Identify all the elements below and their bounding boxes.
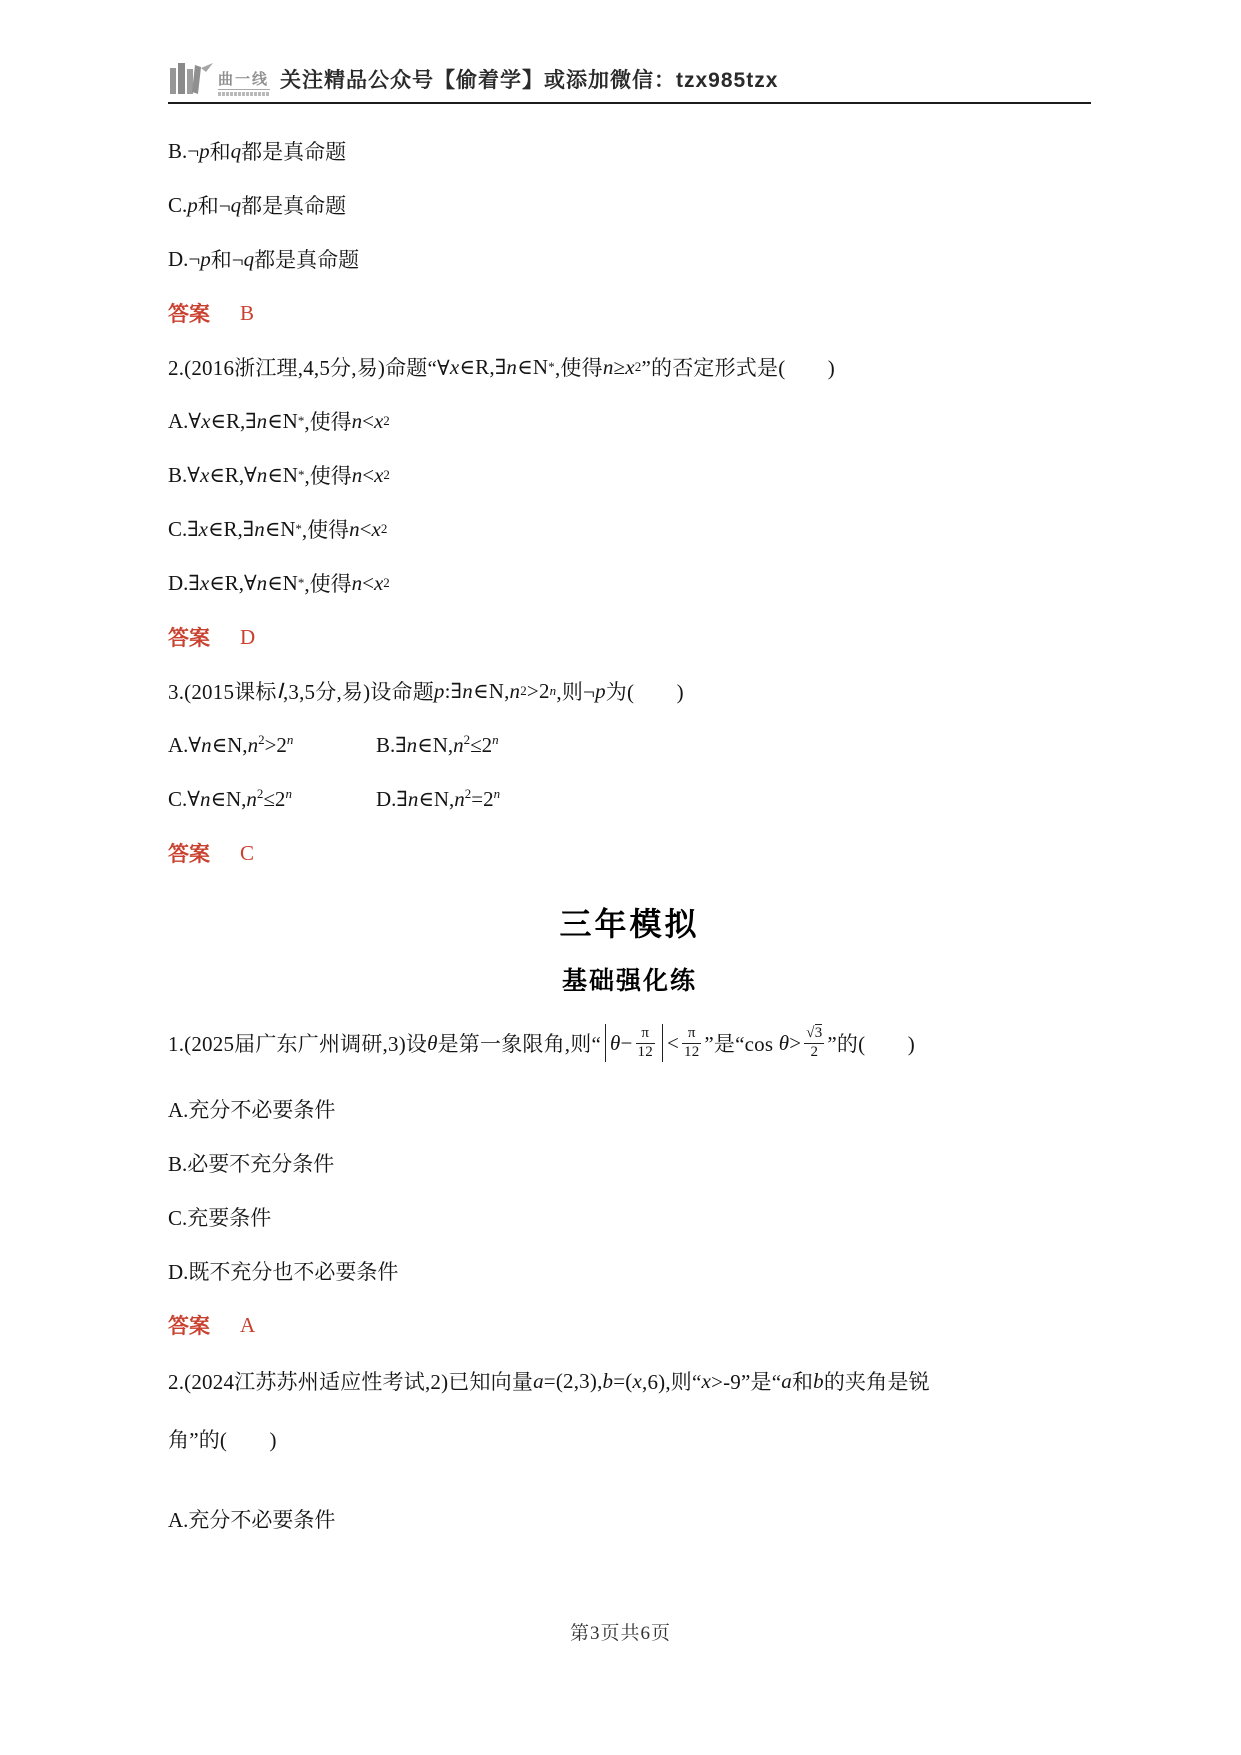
- section-subtitle: 基础强化练: [561, 967, 697, 995]
- sim-q1-option-d: D.既不充分也不必要条件: [168, 1260, 399, 1284]
- brand-name: 曲一线: [218, 71, 270, 88]
- answer-label: 答案: [168, 1314, 210, 1338]
- q2015-answer-row: [168, 826, 1091, 880]
- answer-letter: B: [240, 300, 255, 325]
- q2016-option-b: B.∀ x ∈R,∀ n ∈N * ,使得 n < x 2: [168, 462, 390, 488]
- q2016-stem: 2.(2016浙江理,4,5分,易)命题“∀ x ∈R,∃ n ∈N * ,使得 n ≥ x 2 ”的否定形式是( ): [168, 354, 835, 380]
- page-header: [168, 0, 1091, 104]
- sim-q1-option-a: A.充分不必要条件: [168, 1098, 336, 1122]
- q2015-option-c: $C.\forall n\in N,n^2\le 2^n$: [168, 785, 292, 811]
- prev-question-option-b: B.¬ p 和 q 都是真命题: [168, 138, 347, 164]
- q2015-option-b: $B.\exists n\in N,n^2\le 2^n$: [376, 731, 499, 757]
- q2016-option-a: A.∀ x ∈R,∃ n ∈N * ,使得 n < x 2: [168, 408, 390, 434]
- header-notice-text: 关注精品公众号【偷着学】或添加微信：tzx985tzx: [280, 69, 779, 92]
- brand-tagline-bar: [218, 92, 270, 96]
- q2015-option-d: $D.\exists n\in N,n^2=2^n$: [376, 785, 501, 811]
- answer-letter: A: [240, 1312, 256, 1337]
- answer-letter: C: [240, 840, 255, 865]
- sim-q2-stem-line1: 2.(2024江苏苏州适应性考试,2)已知向量 a =(2,3), b =( x ,6),则“ x >-9”是“ a 和 b 的夹角是锐: [168, 1368, 930, 1394]
- q2015-stem: 3.(2015课标 Ⅰ ,3,5分,易)设命题 p :∃ n ∈N, n 2 >2 n ,则¬ p 为( ): [168, 678, 684, 704]
- sim-q2-option-a: A.充分不必要条件: [168, 1508, 336, 1532]
- sim-q2-stem-line2: 角”的( ): [168, 1428, 277, 1452]
- answer-label: 答案: [168, 626, 210, 650]
- sim-q1-option-b: B.必要不充分条件: [168, 1152, 335, 1176]
- section-title: 三年模拟: [559, 906, 700, 942]
- sim-q1-stem: 1.(2025届广东广州调研,3)设 θ 是第一象限角,则“ θ − $\frac{\pi}{12}$ < $\frac{\pi}{12}$ ”是“cos θ > $\frac{√3}{2}$ ”的( ): [168, 1004, 1091, 1082]
- q2016-answer-row: [168, 610, 1091, 664]
- answer-letter: D: [240, 624, 256, 649]
- document-body: [168, 104, 1091, 1546]
- prev-question-answer-row: [168, 286, 1091, 340]
- q2015-option-row-cd: [168, 772, 1091, 826]
- answer-label: 答案: [168, 842, 210, 866]
- q2016-option-c: C.∃ x ∈R,∃ n ∈N * ,使得 n < x 2: [168, 516, 388, 542]
- q2015-option-row-ab: [168, 718, 1091, 772]
- page-number: 第3页共6页: [569, 1623, 671, 1644]
- q2016-option-d: D.∃ x ∈R,∀ n ∈N * ,使得 n < x 2: [168, 570, 390, 596]
- prev-question-option-c: C. p 和¬ q 都是真命题: [168, 192, 347, 218]
- sim-q1-answer-row: [168, 1298, 1091, 1352]
- answer-label: 答案: [168, 302, 210, 326]
- brand-logo: [168, 58, 270, 96]
- prev-question-option-d: D.¬ p 和¬ q 都是真命题: [168, 246, 360, 272]
- sim-q1-option-c: C.充要条件: [168, 1206, 272, 1230]
- q2015-option-a: $A.\forall n\in N,n^2>2^n$: [168, 731, 294, 757]
- books-logo-icon: [168, 58, 214, 96]
